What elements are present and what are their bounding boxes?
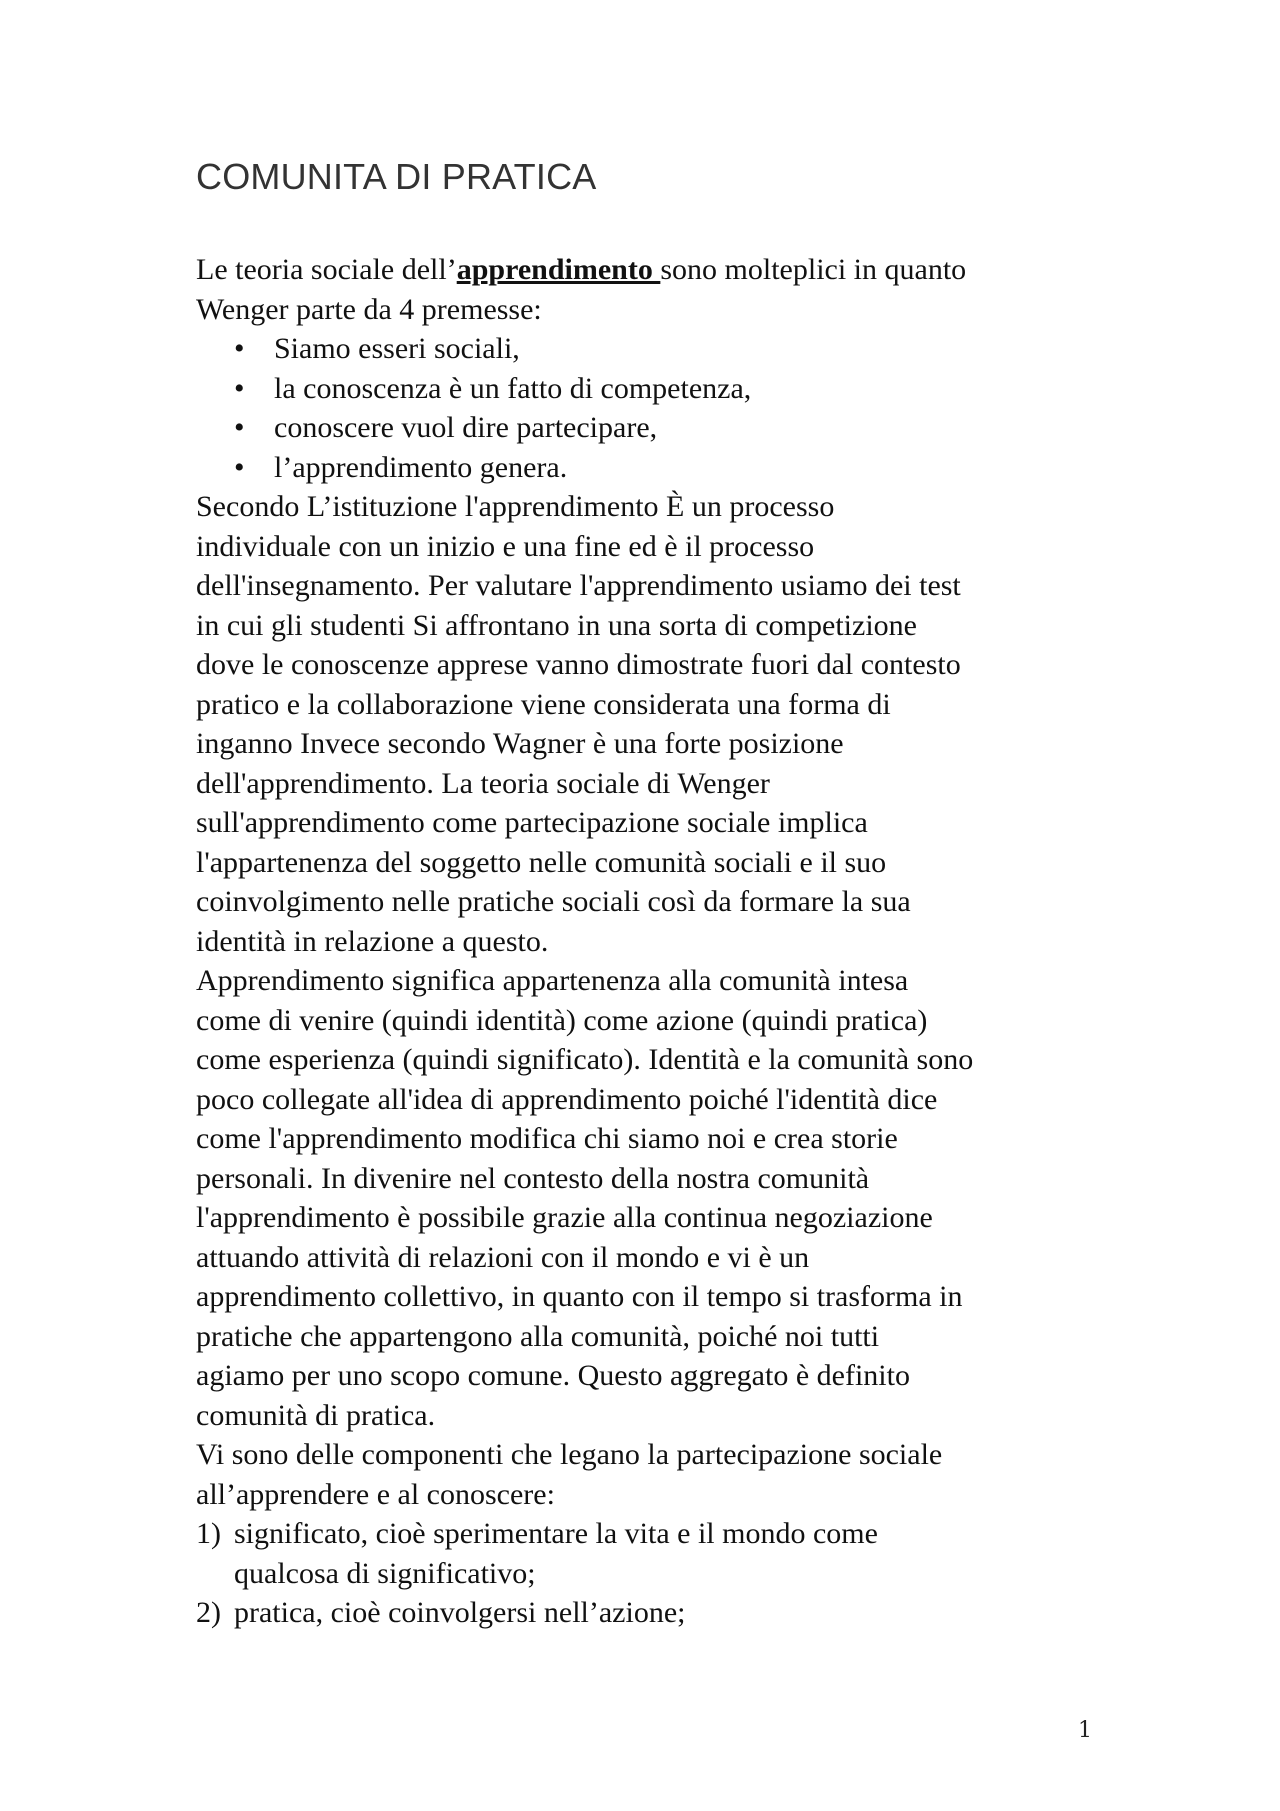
paragraph-line: coinvolgimento nelle pratiche sociali così da formare la sua [196, 885, 911, 918]
paragraph-line: individuale con un inizio e una fine ed è il processo [196, 529, 815, 563]
paragraph-line: comunità di pratica. [196, 1398, 436, 1432]
paragraph-line: agiamo per uno scopo comune. Questo aggregato è definito [196, 1359, 910, 1392]
list-item-text: Siamo esseri sociali, [274, 332, 520, 365]
paragraph-institution-vs-wenger [196, 487, 1106, 961]
paragraph-line: pratiche che appartengono alla comunità, poiché noi tutti [196, 1319, 880, 1353]
numbered-item [196, 1593, 1106, 1633]
list-item-text: conoscere vuol dire partecipare, [274, 411, 658, 444]
numbered-item-label: 1) [196, 1517, 221, 1550]
numbered-item-continuation [196, 1554, 1106, 1594]
paragraph-line: sull'apprendimento come partecipazione sociale implica [196, 806, 868, 839]
paragraph-line: in cui gli studenti Si affrontano in una sorta di competizione [196, 608, 917, 642]
bullet-icon: • [234, 371, 245, 405]
paragraph-line: Vi sono delle componenti che legano la partecipazione sociale [196, 1438, 943, 1471]
paragraph-line: come esperienza (quindi significato). Identità e la comunità sono [196, 1043, 974, 1076]
components-numbered-list [196, 1514, 1106, 1633]
paragraph-line: attuando attività di relazioni con il mondo e vi è un [196, 1240, 810, 1274]
page-number: 1 [1078, 1718, 1092, 1743]
premises-bullet-list [196, 329, 1106, 487]
intro-emphasis-word: apprendimento [456, 253, 661, 286]
bullet-icon: • [234, 332, 245, 365]
paragraph-line: l'appartenenza del soggetto nelle comunità sociali e il suo [196, 845, 887, 879]
list-item-text: l’apprendimento genera. [274, 450, 568, 484]
intro-line-1 [196, 250, 1106, 290]
document-body [196, 250, 1106, 1633]
paragraph-line: pratico e la collaborazione viene considerata una forma di [196, 687, 891, 721]
paragraph-line: Secondo L’istituzione l'apprendimento È un processo [196, 490, 835, 523]
list-item [196, 329, 1106, 369]
bullet-icon: • [234, 411, 245, 444]
intro-text-after: sono molteplici in quanto [660, 253, 967, 286]
numbered-item [196, 1514, 1106, 1554]
paragraph-line: l'apprendimento è possibile grazie alla continua negoziazione [196, 1201, 933, 1234]
paragraph-line: inganno Invece secondo Wagner è una forte posizione [196, 727, 844, 760]
paragraph-learning-meaning [196, 961, 1106, 1435]
paragraph-line: dell'insegnamento. Per valutare l'apprendimento usiamo dei test [196, 569, 961, 602]
paragraph-line: Apprendimento significa appartenenza alla comunità intesa [196, 964, 909, 997]
paragraph-line: come l'apprendimento modifica chi siamo noi e crea storie [196, 1122, 898, 1155]
document-title: COMUNITA DI PRATICA [196, 156, 597, 197]
paragraph-line: personali. In divenire nel contesto della nostra comunità [196, 1161, 870, 1195]
list-item [196, 448, 1106, 488]
list-item [196, 369, 1106, 409]
list-item [196, 408, 1106, 448]
intro-text-before: Le teoria sociale dell’ [196, 253, 457, 286]
bullet-icon: • [234, 450, 245, 484]
paragraph-line: dove le conoscenze apprese vanno dimostrate fuori dal contesto [196, 648, 961, 681]
paragraph-line: all’apprendere e al conoscere: [196, 1477, 555, 1511]
paragraph-components [196, 1435, 1106, 1514]
paragraph-line: dell'apprendimento. La teoria sociale di Wenger [196, 766, 770, 800]
numbered-item-text: significato, cioè sperimentare la vita e il mondo come [234, 1517, 878, 1550]
numbered-item-label: 2) [196, 1596, 221, 1629]
paragraph-line: apprendimento collettivo, in quanto con il tempo si trasforma in [196, 1280, 963, 1313]
paragraph-line: come di venire (quindi identità) come azione (quindi pratica) [196, 1003, 928, 1037]
paragraph-line: poco collegate all'idea di apprendimento poiché l'identità dice [196, 1082, 938, 1116]
paragraph-line: identità in relazione a questo. [196, 924, 549, 958]
numbered-item-text: pratica, cioè coinvolgersi nell’azione; [234, 1596, 686, 1629]
list-item-text: la conoscenza è un fatto di competenza, [274, 371, 752, 405]
numbered-item-text: qualcosa di significativo; [234, 1556, 536, 1590]
intro-line-2: Wenger parte da 4 premesse: [196, 292, 542, 326]
